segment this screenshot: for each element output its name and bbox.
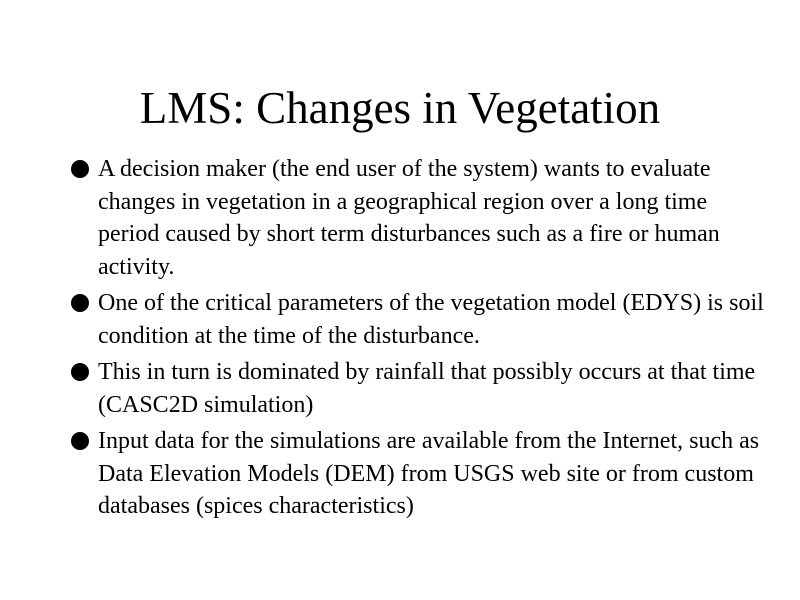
- slide-title: LMS: Changes in Vegetation: [139, 83, 661, 133]
- bullet-item: [70, 153, 770, 283]
- bullet-item: [70, 287, 770, 352]
- bullet-text: This in turn is dominated by rainfall that possibly occurs at that time (CASC2D simulation): [98, 359, 756, 418]
- bullet-text: Input data for the simulations are available from the Internet, such as Data Elevation Models (DEM) from USGS web site or from custom databases (spices characteristics): [98, 428, 760, 519]
- bullet-dot-icon: [71, 363, 89, 381]
- bullet-dot-icon: [71, 294, 89, 312]
- bullet-item: [70, 356, 770, 421]
- bullet-dot-icon: [71, 160, 89, 178]
- bullet-text: A decision maker (the end user of the system) wants to evaluate changes in vegetation in a geographical region over a long time period caused by short term disturbances such as a fire or human activity.: [98, 156, 720, 280]
- bullet-dot-icon: [71, 432, 89, 450]
- bullet-item: [70, 425, 770, 523]
- bullet-list: [70, 153, 770, 527]
- bullet-text: One of the critical parameters of the vegetation model (EDYS) is soil condition at the time of the disturbance.: [98, 290, 764, 349]
